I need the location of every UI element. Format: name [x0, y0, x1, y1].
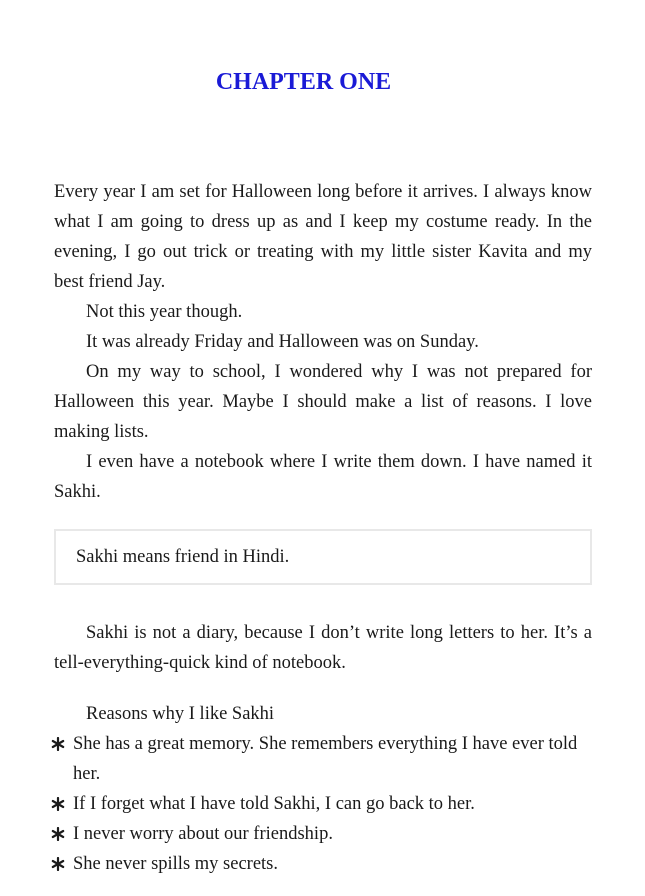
paragraph: On my way to school, I wondered why I was not prepared for Halloween this year. Maybe I should make a list of reasons. I love making lists. [54, 362, 592, 442]
chapter-title: CHAPTER ONE [215, 69, 392, 95]
paragraph: Sakhi is not a diary, because I don’t write long letters to her. It’s a tell-everything-quick kind of notebook. [54, 623, 592, 673]
list-heading: Reasons why I like Sakhi [86, 704, 275, 724]
asterisk-bullet-icon [50, 819, 66, 849]
list-item-text: She has a great memory. She remembers everything I have ever told her. [73, 734, 578, 784]
list-item [50, 789, 595, 819]
list-item [50, 849, 595, 879]
paragraph: I even have a notebook where I write them down. I have named it Sakhi. [54, 452, 592, 502]
intro-paragraphs [54, 177, 592, 507]
reasons-list [50, 729, 595, 879]
list-item-text: I never worry about our friendship. [73, 824, 333, 844]
list-item-text: If I forget what I have told Sakhi, I can go back to her. [73, 794, 475, 814]
after-note-paragraphs [54, 618, 592, 678]
paragraph: Every year I am set for Halloween long before it arrives. I always know what I am going to dress up as and I keep my costume ready. In the evening, I go out trick or treating with my little sister Kavita and my best friend Jay. [54, 182, 592, 292]
list-item [50, 819, 595, 849]
list-item-text: She never spills my secrets. [73, 854, 278, 874]
list-item [50, 729, 595, 789]
asterisk-bullet-icon [50, 849, 66, 879]
paragraph: Not this year though. [86, 302, 243, 322]
note-text: Sakhi means friend in Hindi. [76, 547, 290, 567]
asterisk-bullet-icon [50, 729, 66, 759]
paragraph: It was already Friday and Halloween was on Sunday. [86, 332, 479, 352]
note-box [54, 529, 592, 585]
asterisk-bullet-icon [50, 789, 66, 819]
